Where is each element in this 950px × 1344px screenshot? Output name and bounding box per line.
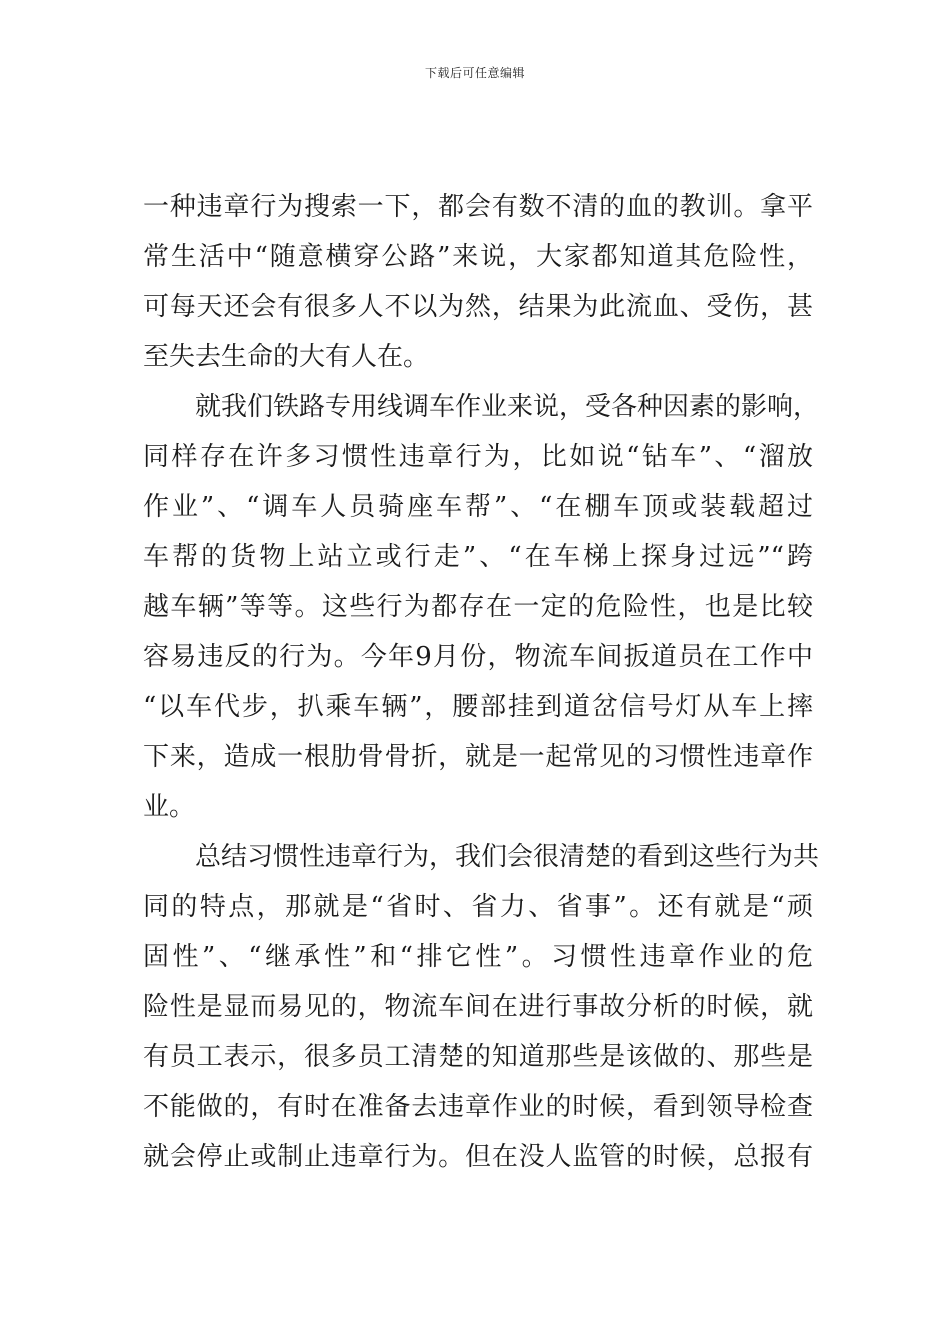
text-line: 险性是显而易见的，物流车间在进行事故分析的时候，就 xyxy=(143,992,813,1022)
document-body xyxy=(143,182,820,1182)
text-line: 总结习惯性违章行为，我们会很清楚的看到这些行为共 xyxy=(195,842,820,872)
paragraph-3 xyxy=(143,832,820,1182)
text-line: 至失去生命的大有人在。 xyxy=(143,342,430,372)
paragraph-1 xyxy=(143,182,813,382)
text-line: 固性”、“继承性”和“排它性”。习惯性违章作业的危 xyxy=(143,942,813,972)
text-line: 下来，造成一根肋骨骨折，就是一起常见的习惯性违章作 xyxy=(143,742,813,772)
text-line: 不能做的，有时在准备去违章作业的时候，看到领导检查 xyxy=(143,1092,813,1122)
text-line: 就我们铁路专用线调车作业来说，受各种因素的影响， xyxy=(195,392,820,422)
text-line: 车帮的货物上站立或行走”、“在车梯上探身过远”“跨 xyxy=(143,542,813,572)
text-line: 一种违章行为搜索一下，都会有数不清的血的教训。拿平 xyxy=(143,192,813,222)
text-line: “以车代步，扒乘车辆”，腰部挂到道岔信号灯从车上摔 xyxy=(143,692,813,722)
text-line: 同样存在许多习惯性违章行为，比如说“钻车”、“溜放 xyxy=(143,442,813,472)
text-line: 业。 xyxy=(143,792,196,822)
text-line: 越车辆”等等。这些行为都存在一定的危险性，也是比较 xyxy=(143,592,813,622)
page-header: 下载后可任意编辑 xyxy=(424,66,525,80)
text-line: 有员工表示，很多员工清楚的知道那些是该做的、那些是 xyxy=(143,1042,813,1072)
paragraph-2 xyxy=(143,382,820,832)
text-line: 常生活中“随意横穿公路”来说，大家都知道其危险性， xyxy=(143,242,813,272)
text-line: 同的特点，那就是“省时、省力、省事”。还有就是“顽 xyxy=(143,892,813,922)
text-line: 容易违反的行为。今年9月份，物流车间扳道员在工作中 xyxy=(143,642,813,672)
text-line: 作业”、“调车人员骑座车帮”、“在棚车顶或装载超过 xyxy=(143,492,813,522)
text-line: 就会停止或制止违章行为。但在没人监管的时候，总报有 xyxy=(143,1142,813,1172)
text-line: 可每天还会有很多人不以为然，结果为此流血、受伤，甚 xyxy=(143,292,813,322)
